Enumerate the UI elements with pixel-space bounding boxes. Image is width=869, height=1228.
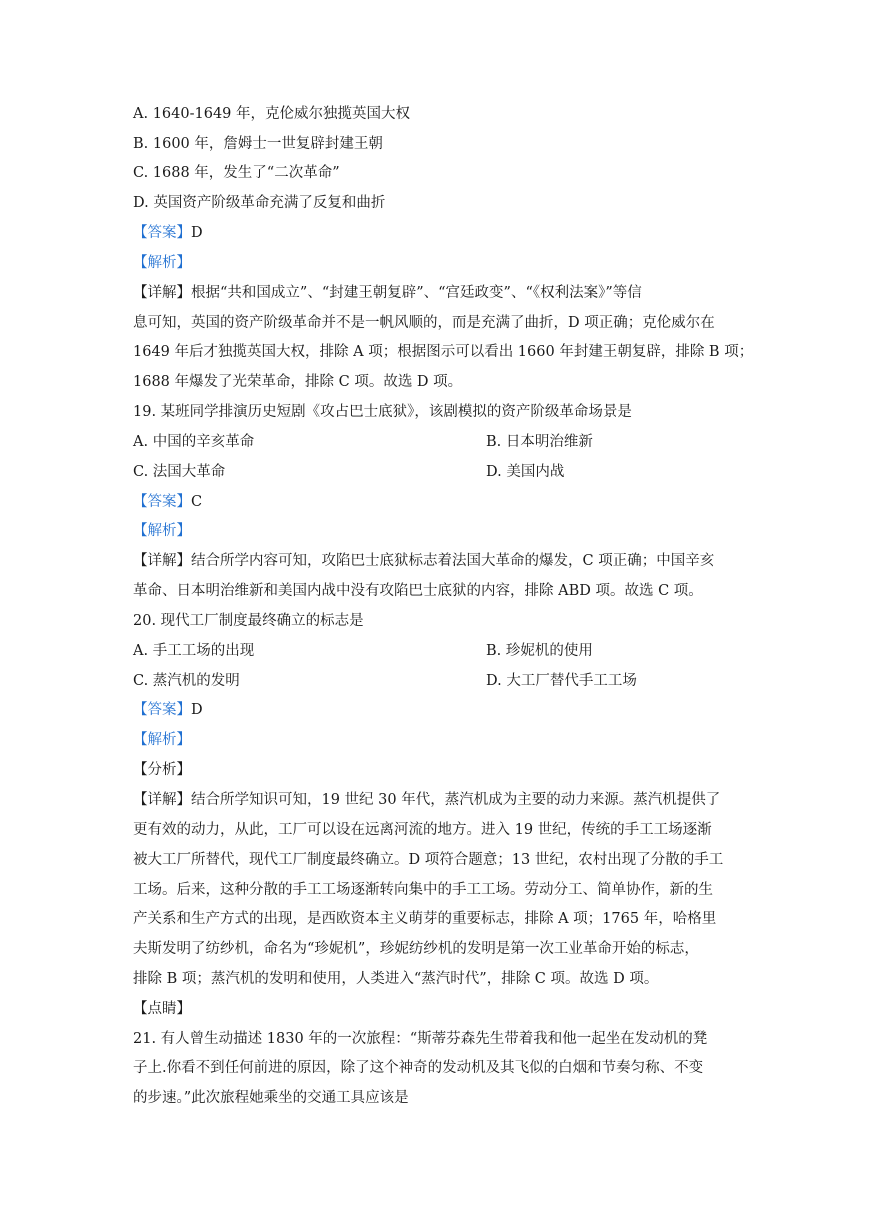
q21-question-line-1: 21. 有人曾生动描述 1830 年的一次旅程：“斯蒂芬森先生带着我和他一起坐在发动机的凳 bbox=[133, 1031, 708, 1047]
q19-option-b: B. 日本明治维新 bbox=[486, 434, 593, 450]
q20-dianjing-tag: 【点睛】 bbox=[133, 1001, 191, 1017]
q18-detail-line-4: 1688 年爆发了光荣革命，排除 C 项。故选 D 项。 bbox=[133, 374, 463, 390]
q18-option-b: B. 1600 年，詹姆士一世复辟封建王朝 bbox=[133, 136, 383, 152]
q19-answer bbox=[133, 492, 202, 512]
q20-fenxi-tag: 【分析】 bbox=[133, 762, 191, 778]
answer-tag: 【答案】 bbox=[133, 494, 191, 510]
q21-question-line-3: 的步速。”此次旅程她乘坐的交通工具应该是 bbox=[133, 1090, 409, 1106]
q20-option-a: A. 手工工场的出现 bbox=[133, 643, 255, 659]
answer-tag: 【答案】 bbox=[133, 702, 191, 718]
q20-detail-line-7: 排除 B 项；蒸汽机的发明和使用，人类进入“蒸汽时代”，排除 C 项。故选 D 项。 bbox=[133, 971, 659, 987]
q20-option-b: B. 珍妮机的使用 bbox=[486, 643, 593, 659]
q19-option-a: A. 中国的辛亥革命 bbox=[133, 434, 255, 450]
q18-option-d: D. 英国资产阶级革命充满了反复和曲折 bbox=[133, 195, 386, 211]
q18-option-c: C. 1688 年，发生了“二次革命” bbox=[133, 165, 340, 181]
q19-detail-line-2: 革命、日本明治维新和美国内战中没有攻陷巴士底狱的内容，排除 ABD 项。故选 C 项。 bbox=[133, 583, 703, 599]
q20-analysis-tag: 【解析】 bbox=[133, 732, 191, 748]
q20-option-d: D. 大工厂替代手工工场 bbox=[486, 673, 637, 689]
q19-option-c: C. 法国大革命 bbox=[133, 464, 226, 480]
q19-detail-line-1: 【详解】结合所学内容可知，攻陷巴士底狱标志着法国大革命的爆发，C 项正确；中国辛亥 bbox=[133, 553, 715, 569]
q18-detail-line-3: 1649 年后才独揽英国大权，排除 A 项；根据图示可以看出 1660 年封建王朝复辟，排除 B 项； bbox=[133, 344, 754, 360]
q20-detail-line-5: 产关系和生产方式的出现，是西欧资本主义萌芽的重要标志，排除 A 项；1765 年，哈格里 bbox=[133, 911, 717, 927]
answer-value: C bbox=[191, 494, 203, 510]
answer-value: D bbox=[191, 225, 203, 241]
q19-question: 19. 某班同学排演历史短剧《攻占巴士底狱》，该剧模拟的资产阶级革命场景是 bbox=[133, 404, 632, 420]
q18-analysis-tag: 【解析】 bbox=[133, 255, 191, 271]
q21-question-line-2: 子上.你看不到任何前进的原因，除了这个神奇的发动机及其飞似的白烟和节奏匀称、不变 bbox=[133, 1060, 704, 1076]
q18-answer bbox=[133, 223, 203, 243]
q20-detail-line-6: 夫斯发明了纺纱机，命名为“珍妮机”，珍妮纺纱机的发明是第一次工业革命开始的标志， bbox=[133, 941, 699, 957]
q20-detail-line-4: 工场。后来，这种分散的手工工场逐渐转向集中的手工工场。劳动分工、简单协作，新的生 bbox=[133, 882, 713, 898]
q19-option-d: D. 美国内战 bbox=[486, 464, 565, 480]
q20-detail-line-3: 被大工厂所替代，现代工厂制度最终确立。D 项符合题意；13 世纪，农村出现了分散的手工 bbox=[133, 852, 724, 868]
q20-answer bbox=[133, 700, 203, 720]
q18-detail-line-1: 【详解】根据“共和国成立”、“封建王朝复辟”、“宫廷政变”、“《权利法案》”等信 bbox=[133, 285, 642, 301]
answer-value: D bbox=[191, 702, 203, 718]
answer-tag: 【答案】 bbox=[133, 225, 191, 241]
q20-option-c: C. 蒸汽机的发明 bbox=[133, 673, 240, 689]
q18-detail-line-2: 息可知，英国的资产阶级革命并不是一帆风顺的，而是充满了曲折，D 项正确；克伦威尔在 bbox=[133, 315, 715, 331]
q18-option-a: A. 1640-1649 年，克伦威尔独揽英国大权 bbox=[133, 106, 410, 122]
q19-analysis-tag: 【解析】 bbox=[133, 523, 191, 539]
q20-question: 20. 现代工厂制度最终确立的标志是 bbox=[133, 613, 364, 629]
q20-detail-line-1: 【详解】结合所学知识可知，19 世纪 30 年代，蒸汽机成为主要的动力来源。蒸汽机提供了 bbox=[133, 792, 721, 808]
q20-detail-line-2: 更有效的动力，从此，工厂可以设在远离河流的地方。进入 19 世纪，传统的手工工场逐渐 bbox=[133, 822, 712, 838]
